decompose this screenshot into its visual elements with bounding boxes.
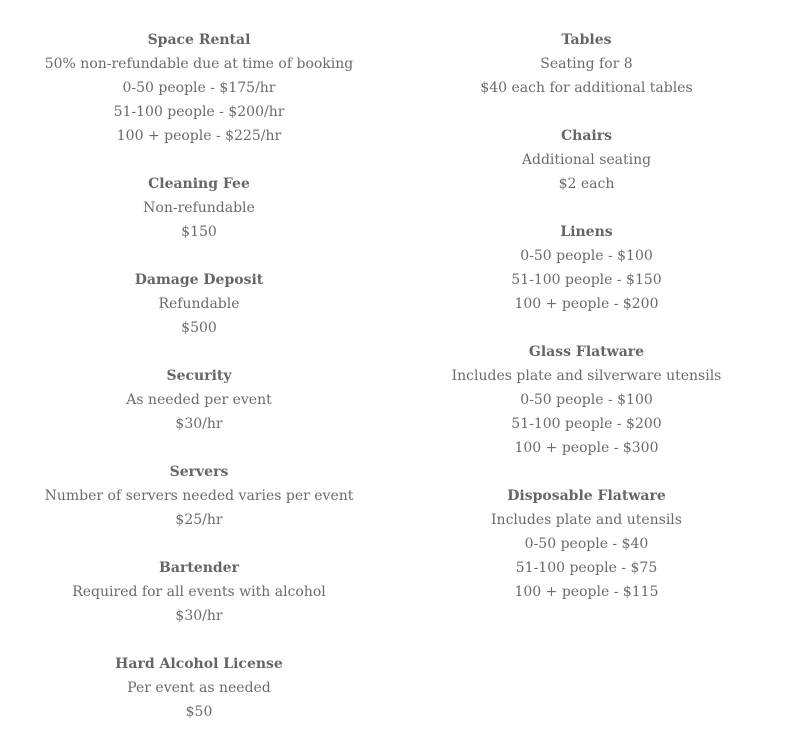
price-block-title: Cleaning Fee	[148, 176, 250, 192]
price-block-line: Seating for 8	[540, 56, 633, 72]
price-block-hard-alcohol-license	[0, 652, 398, 724]
price-block-line: $500	[181, 320, 217, 336]
price-block-title: Glass Flatware	[528, 344, 645, 360]
pricing-column-left	[0, 28, 398, 748]
price-block-line: Additional seating	[521, 152, 652, 168]
price-block-servers	[0, 460, 398, 532]
price-block-title: Damage Deposit	[134, 272, 264, 288]
price-block-title: Tables	[561, 32, 612, 48]
price-block-line: Non-refundable	[143, 200, 255, 216]
price-block-line: 0-50 people - $40	[524, 536, 649, 552]
price-block-title: Disposable Flatware	[507, 488, 666, 504]
price-block-line: As needed per event	[126, 392, 272, 408]
price-block-line: Includes plate and silverware utensils	[451, 368, 722, 384]
price-block-title: Bartender	[159, 560, 239, 576]
price-block-security	[0, 364, 398, 436]
price-block-line: 100 + people - $200	[514, 296, 659, 312]
price-block-line: 51-100 people - $150	[511, 272, 662, 288]
price-block-line: Per event as needed	[127, 680, 271, 696]
price-block-disposable-flatware	[388, 484, 785, 604]
price-block-title: Security	[166, 368, 232, 384]
price-block-line: Number of servers needed varies per event	[44, 488, 354, 504]
price-block-line: Includes plate and utensils	[491, 512, 682, 528]
price-block-damage-deposit	[0, 268, 398, 340]
pricing-column-right	[388, 28, 785, 628]
price-block-line: 100 + people - $300	[514, 440, 659, 456]
price-block-line: $50	[185, 704, 213, 720]
price-block-line: 51-100 people - $200	[511, 416, 662, 432]
price-block-line: 51-100 people - $75	[515, 560, 658, 576]
price-block-title: Servers	[169, 464, 229, 480]
price-block-line: 0-50 people - $100	[520, 248, 653, 264]
price-block-title: Space Rental	[147, 32, 251, 48]
price-block-line: $25/hr	[175, 512, 223, 528]
price-block-line: $2 each	[558, 176, 615, 192]
price-block-line: $40 each for additional tables	[480, 80, 693, 96]
price-block-line: 0-50 people - $100	[520, 392, 653, 408]
price-block-linens	[388, 220, 785, 316]
price-block-line: Required for all events with alcohol	[72, 584, 326, 600]
price-block-line: Refundable	[158, 296, 240, 312]
price-block-cleaning-fee	[0, 172, 398, 244]
price-block-title: Hard Alcohol License	[115, 656, 283, 672]
price-block-tables	[388, 28, 785, 100]
price-block-title: Linens	[560, 224, 613, 240]
price-block-bartender	[0, 556, 398, 628]
price-block-line: 100 + people - $115	[514, 584, 659, 600]
price-block-line: $150	[181, 224, 217, 240]
price-block-line: 100 + people - $225/hr	[116, 128, 282, 144]
price-block-line: $30/hr	[175, 608, 223, 624]
price-block-line: $30/hr	[175, 416, 223, 432]
price-block-space-rental	[0, 28, 398, 148]
price-block-line: 50% non-refundable due at time of booking	[44, 56, 354, 72]
price-block-chairs	[388, 124, 785, 196]
price-block-line: 51-100 people - $200/hr	[113, 104, 285, 120]
price-block-glass-flatware	[388, 340, 785, 460]
price-block-line: 0-50 people - $175/hr	[122, 80, 276, 96]
price-block-title: Chairs	[561, 128, 612, 144]
